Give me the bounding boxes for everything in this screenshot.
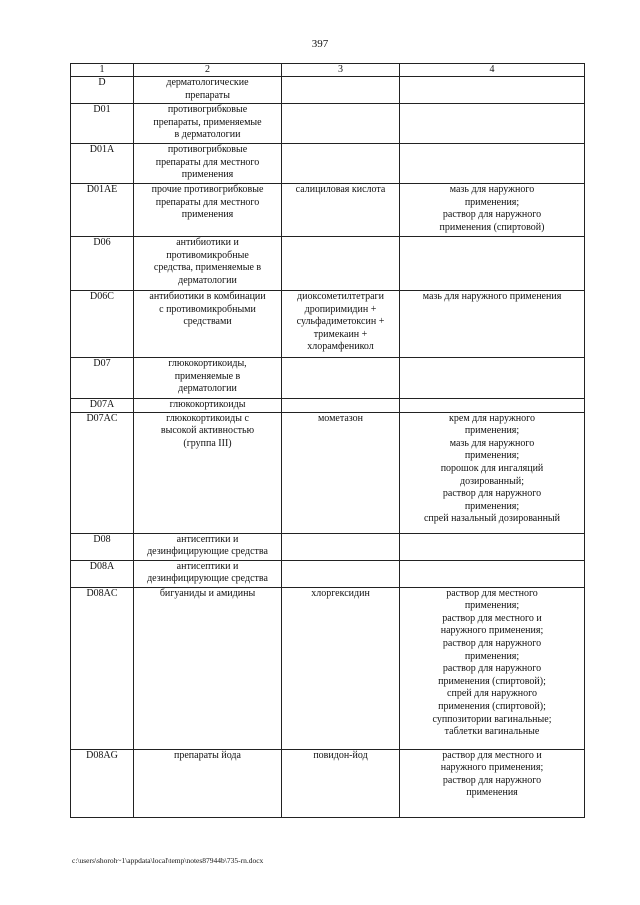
group-name-cell [134,412,282,533]
cell-line: антисептики и [176,533,239,545]
cell-line: прочие противогрибковые [151,184,264,195]
dosage-form-cell [400,587,585,749]
group-name-cell [134,560,282,587]
page-number: 397 [311,38,329,50]
cell-line: применения (спиртовой) [439,221,545,233]
drug-name-cell [282,184,400,237]
table-row [71,587,585,749]
cell-line: раствор для наружного [442,209,542,221]
cell-line: средства, применяемые в [153,262,262,274]
atc-code-cell: D07AC [71,412,134,533]
dosage-form-cell [400,77,585,104]
cell-line: дезинфицирующие средства [147,546,268,558]
cell-line: применения; [464,500,520,512]
table-row [71,144,585,184]
cell-line: хлорамфеникол [307,341,374,353]
group-name-cell [134,291,282,358]
dosage-form-cell [400,560,585,587]
cell-line: порошок для ингаляций [440,462,544,474]
atc-code-cell: D07 [71,358,134,399]
drug-table [70,63,585,818]
group-name-cell [134,184,282,237]
table-header-row [71,64,585,77]
cell-line: хлоргексидин [311,587,370,599]
atc-code-cell: D06C [71,291,134,358]
cell-line: применения; [464,425,520,437]
cell-line: суппозитории вагинальные; [432,713,552,725]
cell-line: повидон-йод [313,749,368,761]
dosage-form-cell [400,237,585,291]
atc-code-cell: D01AE [71,184,134,237]
cell-line: применения; [464,450,520,462]
table-row [71,291,585,358]
cell-line: препараты [185,89,230,101]
cell-line: применяемые в [174,370,241,382]
table-row [71,184,585,237]
cell-line: применения; [464,600,520,612]
cell-line: высокой активностью [160,425,255,437]
dosage-form-cell [400,184,585,237]
dosage-form-cell [400,144,585,184]
drug-name-cell [282,749,400,817]
cell-line: глюкокортикоиды с [166,412,249,424]
table-row [71,77,585,104]
cell-line: раствор для местного и [442,749,542,761]
group-name-cell [134,749,282,817]
cell-line: бигуаниды и амидины [159,587,256,599]
cell-line: мазь для наружного [449,184,535,195]
dosage-form-cell [400,358,585,399]
atc-code-cell: D07A [71,399,134,413]
cell-line: с противомикробными [159,303,256,315]
cell-line: тримекаин + [313,328,368,340]
dosage-form-cell [400,533,585,560]
table-row [71,358,585,399]
drug-name-cell [282,412,400,533]
cell-line: сульфадиметоксин + [296,316,385,328]
cell-line: мометазон [317,412,364,424]
dosage-form-cell [400,412,585,533]
drug-name-cell [282,144,400,184]
cell-line: препараты, применяемые [153,116,262,128]
cell-line: антибиотики в комбинации [149,291,266,302]
cell-line: таблетки вагинальные [444,726,540,738]
dosage-form-cell [400,291,585,358]
cell-line: применения [466,787,518,799]
cell-line: дозированный; [460,475,524,487]
table-row [71,412,585,533]
cell-line: противогрибковые [167,104,248,115]
cell-line: антисептики и [176,560,239,572]
cell-line: спрей назальный дозированный [423,513,560,525]
atc-code-cell: D01 [71,104,134,144]
cell-line: препараты йода [174,749,241,761]
group-name-cell [134,533,282,560]
cell-line: противогрибковые [167,144,248,155]
dosage-form-cell [400,749,585,817]
atc-code-cell: D06 [71,237,134,291]
drug-name-cell [282,533,400,560]
group-name-cell [134,587,282,749]
cell-line: раствор для местного и [442,612,542,624]
column-header-1: 1 [71,64,134,77]
cell-line: салициловая кислота [295,184,386,195]
cell-line: дезинфицирующие средства [147,573,268,585]
cell-line: дерматологические [166,77,249,88]
cell-line: применения [181,169,234,181]
cell-line: в дерматологии [174,129,241,141]
group-name-cell [134,358,282,399]
dosage-form-cell [400,104,585,144]
cell-line: препараты для местного [155,156,260,168]
table-row [71,749,585,817]
drug-name-cell [282,587,400,749]
drug-name-cell [282,560,400,587]
cell-line: противомикробные [166,249,249,261]
cell-line: глюкокортикоиды [169,399,246,410]
cell-line: раствор для наружного [442,774,542,786]
cell-line: антибиотики и [176,237,239,248]
drug-name-cell [282,358,400,399]
atc-code-cell: D08AG [71,749,134,817]
atc-code-cell: D08AC [71,587,134,749]
group-name-cell [134,237,282,291]
cell-line: средствами [183,316,232,328]
cell-line: (группа III) [183,437,232,449]
cell-line: применения (спиртовой); [438,700,546,712]
file-path-footer: c:\users\shoroh~1\appdata\local\temp\notes87944b\735-rn.docx [72,856,264,865]
cell-line: дерматологии [178,383,237,395]
cell-line: диоксометилтетраги [297,291,384,302]
cell-line: раствор для наружного [442,488,542,500]
column-header-3: 3 [282,64,400,77]
cell-line: глюкокортикоиды, [168,358,247,369]
table-body [71,77,585,818]
cell-line: мазь для наружного [449,437,535,449]
column-header-4: 4 [400,64,585,77]
atc-code-cell: D08A [71,560,134,587]
cell-line: применения [181,209,234,221]
drug-name-cell [282,399,400,413]
table-row [71,237,585,291]
cell-line: дропиримидин + [304,303,377,315]
cell-line: наружного применения; [440,625,544,637]
table-row [71,560,585,587]
group-name-cell [134,104,282,144]
cell-line: наружного применения; [440,762,544,774]
cell-line: применения; [464,196,520,208]
table-row [71,399,585,413]
atc-code-cell: D [71,77,134,104]
cell-line: препараты для местного [155,196,260,208]
cell-line: применения; [464,650,520,662]
cell-line: применения (спиртовой); [438,675,546,687]
dosage-form-cell [400,399,585,413]
cell-line: дерматологии [178,274,237,286]
cell-line: крем для наружного [449,412,535,424]
cell-line: раствор для наружного [442,663,542,675]
drug-name-cell [282,77,400,104]
cell-line: спрей для наружного [447,688,537,700]
cell-line: раствор для наружного [442,637,542,649]
group-name-cell [134,399,282,413]
atc-code-cell: D01A [71,144,134,184]
table-row [71,104,585,144]
atc-code-cell: D08 [71,533,134,560]
cell-line: мазь для наружного применения [422,291,562,302]
cell-line: раствор для местного [446,587,538,599]
group-name-cell [134,144,282,184]
table-row [71,533,585,560]
drug-name-cell [282,291,400,358]
drug-name-cell [282,104,400,144]
drug-name-cell [282,237,400,291]
column-header-2: 2 [134,64,282,77]
group-name-cell [134,77,282,104]
